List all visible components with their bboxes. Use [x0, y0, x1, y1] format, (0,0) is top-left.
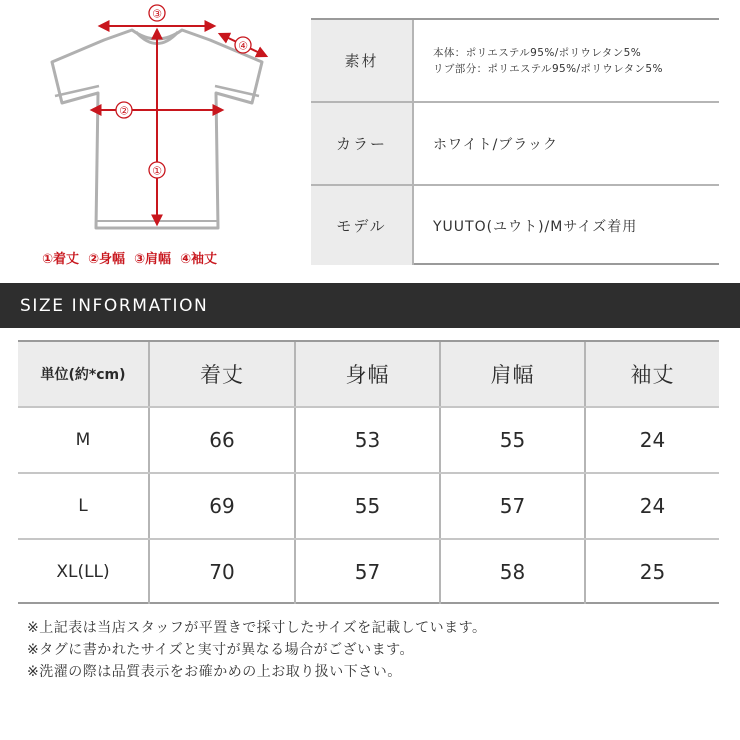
legend-shoulder-width: ③肩幅: [134, 252, 172, 267]
note-washing-instructions: ※洗濯の際は品質表示をお確かめの上お取り扱い下さい。: [27, 664, 402, 680]
sleeve-length-value: 25: [639, 560, 666, 584]
size-label: M: [18, 408, 150, 472]
shoulder-width-value: 58: [441, 540, 586, 604]
size-label: L: [18, 474, 150, 538]
shoulder-width-value: 57: [441, 474, 586, 538]
length-value: 69: [150, 474, 296, 538]
sleeve-length-value: 24: [639, 494, 666, 518]
tshirt-measurement-diagram: [0, 0, 300, 275]
spec-value-model: [414, 186, 719, 265]
header-length: 着丈: [150, 342, 296, 406]
spec-label-material: 素材: [311, 20, 414, 101]
length-value: 70: [150, 540, 296, 604]
spec-row-color: [311, 101, 719, 184]
table-row: [18, 538, 719, 604]
table-row: [18, 406, 719, 472]
spec-label-color: カラー: [311, 103, 414, 184]
length-value: 66: [150, 408, 296, 472]
header-unit: 単位(約*cm): [18, 342, 150, 406]
measurement-legend: [42, 248, 292, 267]
svg-text:④: ④: [238, 39, 248, 53]
spec-label-model: モデル: [311, 186, 414, 265]
note-tag-size-difference: ※タグに書かれたサイズと実寸が異なる場合がございます。: [27, 642, 414, 658]
chest-width-value: 55: [296, 474, 441, 538]
material-body: 本体：ポリエステル95%/ポリウレタン5%: [433, 46, 642, 59]
header-shoulder-width: 肩幅: [441, 342, 586, 406]
header-chest-width: 身幅: [296, 342, 441, 406]
svg-text:②: ②: [119, 104, 129, 118]
note-measurement-method: ※上記表は当店スタッフが平置きで採寸したサイズを記載しています。: [27, 620, 487, 636]
spec-value-material: [414, 20, 719, 101]
legend-length: ①着丈: [42, 252, 80, 267]
size-table-header-row: [18, 342, 719, 406]
size-notes: [27, 617, 727, 683]
chest-width-value: 57: [296, 540, 441, 604]
marker-4: [235, 37, 251, 53]
svg-text:①: ①: [152, 164, 162, 178]
tshirt-illustration: [0, 0, 300, 275]
marker-2: [116, 102, 132, 118]
material-rib: リブ部分：ポリエステル95%/ポリウレタン5%: [433, 62, 663, 75]
header-sleeve-length: 袖丈: [630, 363, 675, 387]
svg-text:③: ③: [152, 7, 162, 21]
spec-row-material: [311, 20, 719, 101]
legend-sleeve-length: ④袖丈: [180, 252, 218, 267]
marker-3: [149, 5, 165, 21]
product-spec-table: [311, 18, 719, 265]
spec-value-color: [414, 103, 719, 184]
legend-chest-width: ②身幅: [88, 252, 126, 267]
spec-row-model: [311, 184, 719, 265]
size-information-header: SIZE INFORMATION: [0, 283, 740, 328]
chest-width-value: 53: [296, 408, 441, 472]
table-row: [18, 472, 719, 538]
shoulder-width-value: 55: [441, 408, 586, 472]
color-value: ホワイト/ブラック: [433, 136, 559, 153]
model-value: YUUTO(ユウト)/Mサイズ着用: [433, 218, 638, 235]
size-table: [18, 340, 719, 604]
sleeve-length-value: 24: [639, 428, 666, 452]
size-label: XL(LL): [18, 540, 150, 604]
marker-1: [149, 162, 165, 178]
